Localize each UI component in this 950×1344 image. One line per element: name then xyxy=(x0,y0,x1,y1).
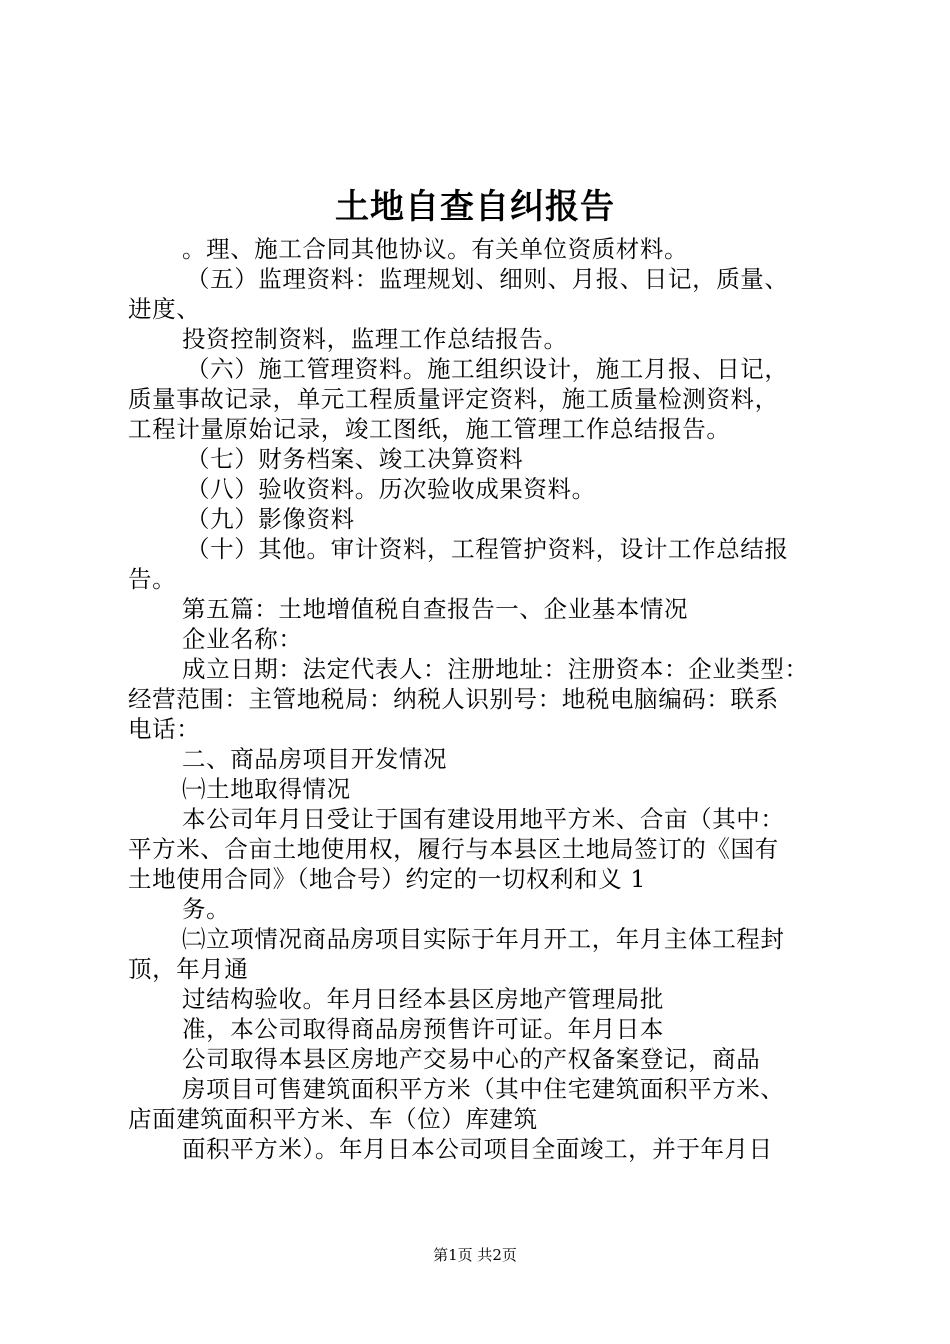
text-line: 经营范围：主管地税局：纳税人识别号：地税电脑编码：联系 xyxy=(128,685,779,713)
text-line: 投资控制资料，监理工作总结报告。 xyxy=(182,325,568,353)
text-line: 质量事故记录，单元工程质量评定资料，施工质量检测资料， xyxy=(128,385,779,413)
page-number-footer: 第1页 共2页 xyxy=(433,1246,517,1264)
text-line: 店面建筑面积平方米、车（位）库建筑 xyxy=(128,1105,538,1133)
text-line: 进度、 xyxy=(128,295,201,323)
text-line: 准，本公司取得商品房预售许可证。年月日本 xyxy=(182,1015,664,1043)
text-line: （五）监理资料：监理规划、细则、月报、日记，质量、 xyxy=(186,265,789,293)
text-line: ㈠土地取得情况 xyxy=(182,775,351,803)
text-line: 过结构验收。年月日经本县区房地产管理局批 xyxy=(182,985,664,1013)
text-line: （九）影像资料 xyxy=(186,505,355,533)
text-line: 顶，年月通 xyxy=(128,955,249,983)
text-line: （七）财务档案、竣工决算资料 xyxy=(186,445,524,473)
document-title: 土地自查自纠报告 xyxy=(335,187,615,227)
text-line: 二、商品房项目开发情况 xyxy=(182,745,448,773)
text-line: 电话： xyxy=(128,715,201,743)
document-body xyxy=(128,234,848,1164)
text-line: 平方米、合亩土地使用权，履行与本县区土地局签订的《国有 xyxy=(128,835,779,863)
text-line: 成立日期：法定代表人：注册地址：注册资本：企业类型： xyxy=(182,655,809,683)
text-line: 工程计量原始记录，竣工图纸，施工管理工作总结报告。 xyxy=(128,415,731,443)
text-line: 本公司年月日受让于国有建设用地平方米、合亩（其中： xyxy=(182,805,785,833)
text-line: 第五篇：土地增值税自查报告一、企业基本情况 xyxy=(182,595,689,623)
text-line: 房项目可售建筑面积平方米（其中住宅建筑面积平方米、 xyxy=(182,1075,785,1103)
text-line: 公司取得本县区房地产交易中心的产权备案登记，商品 xyxy=(182,1045,761,1073)
text-line: 告。 xyxy=(128,565,177,593)
text-line: （十）其他。审计资料，工程管护资料，设计工作总结报 xyxy=(186,535,789,563)
text-line: 土地使用合同》（地合号）约定的一切权利和义 1 xyxy=(128,865,646,893)
text-line: ㈡立项情况商品房项目实际于年月开工，年月主体工程封 xyxy=(182,925,785,953)
text-line: 务。 xyxy=(182,895,231,923)
text-line: （六）施工管理资料。施工组织设计，施工月报、日记， xyxy=(186,355,789,383)
text-line: 。理、施工合同其他协议。有关单位资质材料。 xyxy=(182,235,689,263)
text-line: （八）验收资料。历次验收成果资料。 xyxy=(186,475,596,503)
text-line: 企业名称： xyxy=(182,625,303,653)
text-line: 面积平方米）。年月日本公司项目全面竣工，并于年月日 xyxy=(182,1135,773,1163)
